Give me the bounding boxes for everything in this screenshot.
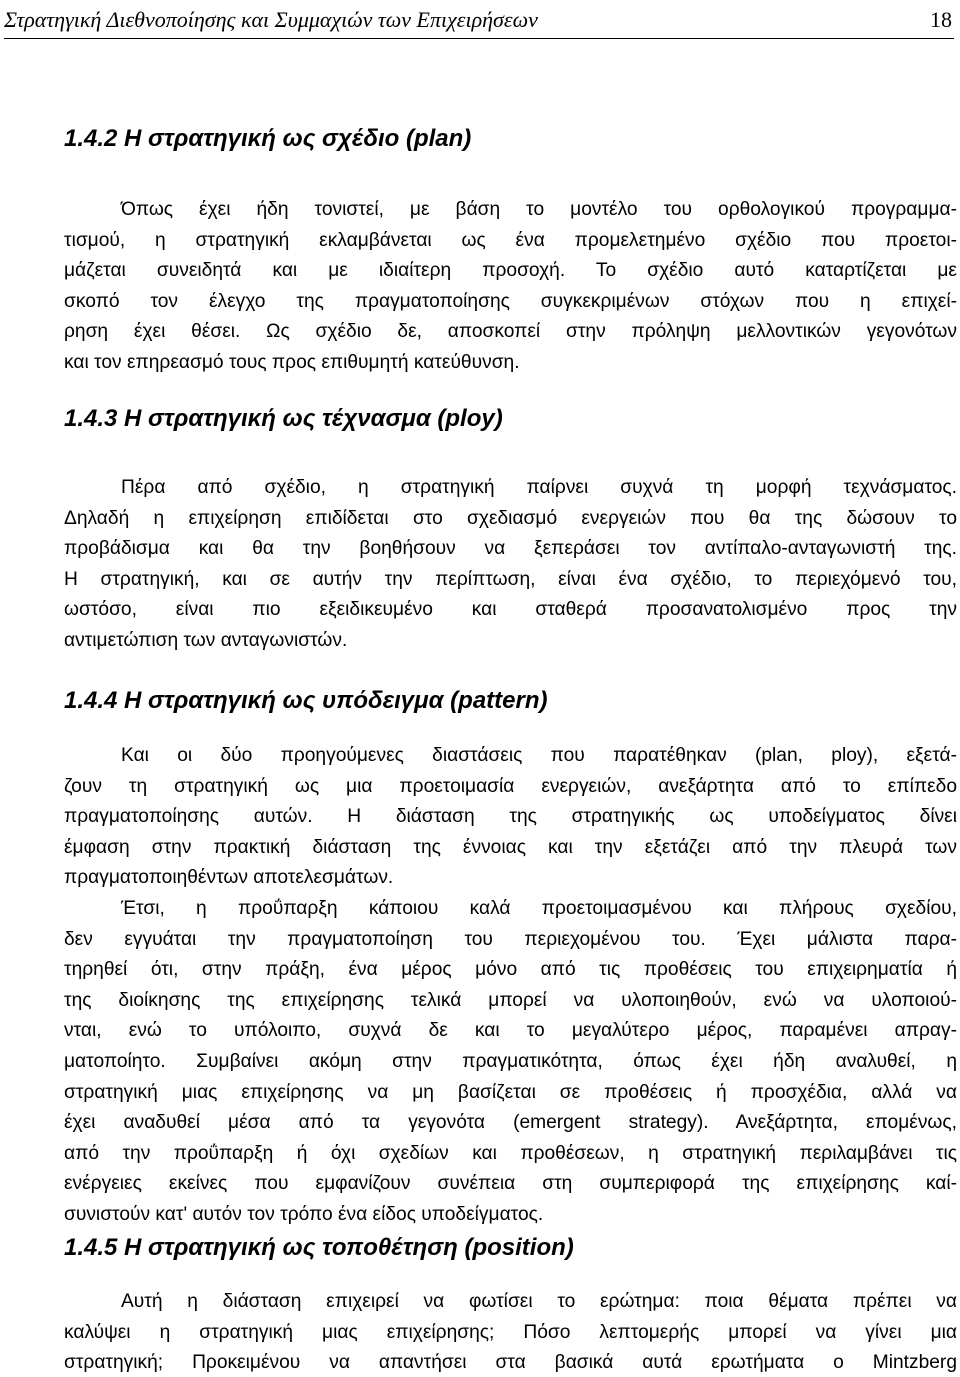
paragraph-line: σκοπό τον έλεγχο της πραγματοποίησης συγκεκριμένων στόχων που η επιχεί- [64, 290, 957, 312]
paragraph-line: Πέρα από σχέδιο, η στρατηγική παίρνει συχνά τη μορφή τεχνάσματος. [121, 477, 957, 498]
paragraph-line: Και οι δύο προηγούμενες διαστάσεις που παρατέθηκαν (plan, ploy), εξετά- [121, 745, 957, 766]
paragraph-line: Αυτή η διάσταση επιχειρεί να φωτίσει το ερώτημα: ποια θέματα πρέπει να [121, 1291, 957, 1312]
paragraph-line: έχει αναδυθεί μέσα από τα γεγονότα (emergent strategy). Ανεξάρτητα, επομένως, [64, 1112, 957, 1134]
section-heading-ploy: 1.4.3 Η στρατηγική ως τέχνασμα (ploy) [64, 405, 503, 432]
paragraph-line: ματοποίητο. Συμβαίνει ακόμη στην πραγματικότητα, όπως έχει ήδη αναλυθεί, η [64, 1050, 957, 1072]
section-heading-pattern: 1.4.4 Η στρατηγική ως υπόδειγμα (pattern) [64, 687, 548, 714]
paragraph-line: Έτσι, η προΰπαρξη κάποιου καλά προετοιμασμένου και πλήρους σχεδίου, [121, 898, 957, 919]
paragraph-line: από την προΰπαρξη ή όχι σχεδίων και προθέσεων, η στρατηγική περιλαμβάνει τις [64, 1142, 957, 1164]
paragraph-line: Δηλαδή η επιχείρηση επιδίδεται στο σχεδιασμό ενεργειών που θα της δώσουν το [64, 507, 957, 529]
paragraph-line: τισμού, η στρατηγική εκλαμβάνεται ως ένα προμελετημένο σχέδιο που προετοι- [64, 229, 957, 251]
running-header [4, 4, 954, 39]
paragraph-ploy [64, 473, 957, 657]
paragraph-line: στρατηγική; Προκειμένου να απαντήσει στα βασικά αυτά ερωτήματα ο Mintzberg [64, 1352, 957, 1374]
paragraph-pattern-2 [64, 894, 957, 1231]
paragraph-line: στρατηγική μιας επιχείρησης να μη βασίζεται σε προθέσεις ή προσχέδια, αλλά να [64, 1081, 957, 1103]
paragraph-line: δεν εγγυάται την πραγματοποίηση του περιεχομένου του. Έχει μάλιστα παρα- [64, 928, 957, 950]
paragraph-line: καλύψει η στρατηγική μιας επιχείρησης; Πόσο λεπτομερής μπορεί να γίνει μια [64, 1321, 957, 1343]
paragraph-line: ζουν τη στρατηγική ως μια προετοιμασία ενεργειών, ανεξάρτητα από το επίπεδο [64, 775, 957, 797]
paragraph-line: προβάδισμα και θα την βοηθήσουν να ξεπεράσει τον αντίπαλο-ανταγωνιστή της. [64, 538, 957, 560]
section-heading-position: 1.4.5 Η στρατηγική ως τοποθέτηση (position) [64, 1234, 574, 1261]
paragraph-line: αντιμετώπιση των ανταγωνιστών. [64, 629, 348, 651]
paragraph-line: ρηση έχει θέσει. Ως σχέδιο δε, αποσκοπεί στην πρόληψη μελλοντικών γεγονότων [64, 321, 957, 343]
paragraph-line: Η στρατηγική, και σε αυτήν την περίπτωση, είναι ένα σχέδιο, το περιεχόμενό του, [64, 568, 957, 590]
paragraph-pattern-1 [64, 741, 957, 894]
section-heading-plan: 1.4.2 Η στρατηγική ως σχέδιο (plan) [64, 125, 472, 152]
paragraph-line: πραγματοποιηθέντων αποτελεσμάτων. [64, 867, 394, 889]
header-title: Στρατηγική Διεθνοποίησης και Συμμαχιών των Επιχειρήσεων [4, 7, 538, 32]
paragraph-position [64, 1287, 957, 1377]
paragraph-plan [64, 195, 957, 379]
page-number: 18 [930, 7, 952, 32]
paragraph-line: νται, ενώ το υπόλοιπο, συχνά δε και το μεγαλύτερο μέρος, παραμένει απραγ- [64, 1020, 957, 1042]
paragraph-line: συνιστούν κατ' αυτόν τον τρόπο ένα είδος υποδείγματος. [64, 1203, 544, 1225]
paragraph-line: και τον επηρεασμό τους προς επιθυμητή κατεύθυνση. [64, 351, 520, 373]
paragraph-line: τηρηθεί ότι, στην πράξη, ένα μέρος μόνο από τις προθέσεις του επιχειρηματία ή [64, 959, 957, 981]
paragraph-line: ωστόσο, είναι πιο εξειδικευμένο και σταθερά προσανατολισμένο προς την [64, 599, 957, 621]
paragraph-line: Όπως έχει ήδη τονιστεί, με βάση το μοντέλο του ορθολογικού προγραμμα- [121, 199, 957, 220]
paragraph-line: μάζεται συνειδητά και με ιδιαίτερη προσοχή. Το σχέδιο αυτό καταρτίζεται με [64, 260, 957, 282]
paragraph-line: της διοίκησης της επιχείρησης τελικά μπορεί να υλοποιηθούν, ενώ να υλοποιού- [64, 989, 957, 1011]
paragraph-line: έμφαση στην πρακτική διάσταση της έννοιας και την εξετάζει από την πλευρά των [64, 836, 957, 858]
paragraph-line: πραγματοποίησης αυτών. Η διάσταση της στρατηγικής ως υποδείγματος δίνει [64, 806, 957, 828]
paragraph-line: ενέργειες εκείνες που εμφανίζουν συνέπεια στη συμπεριφορά της επιχείρησης καί- [64, 1173, 957, 1195]
